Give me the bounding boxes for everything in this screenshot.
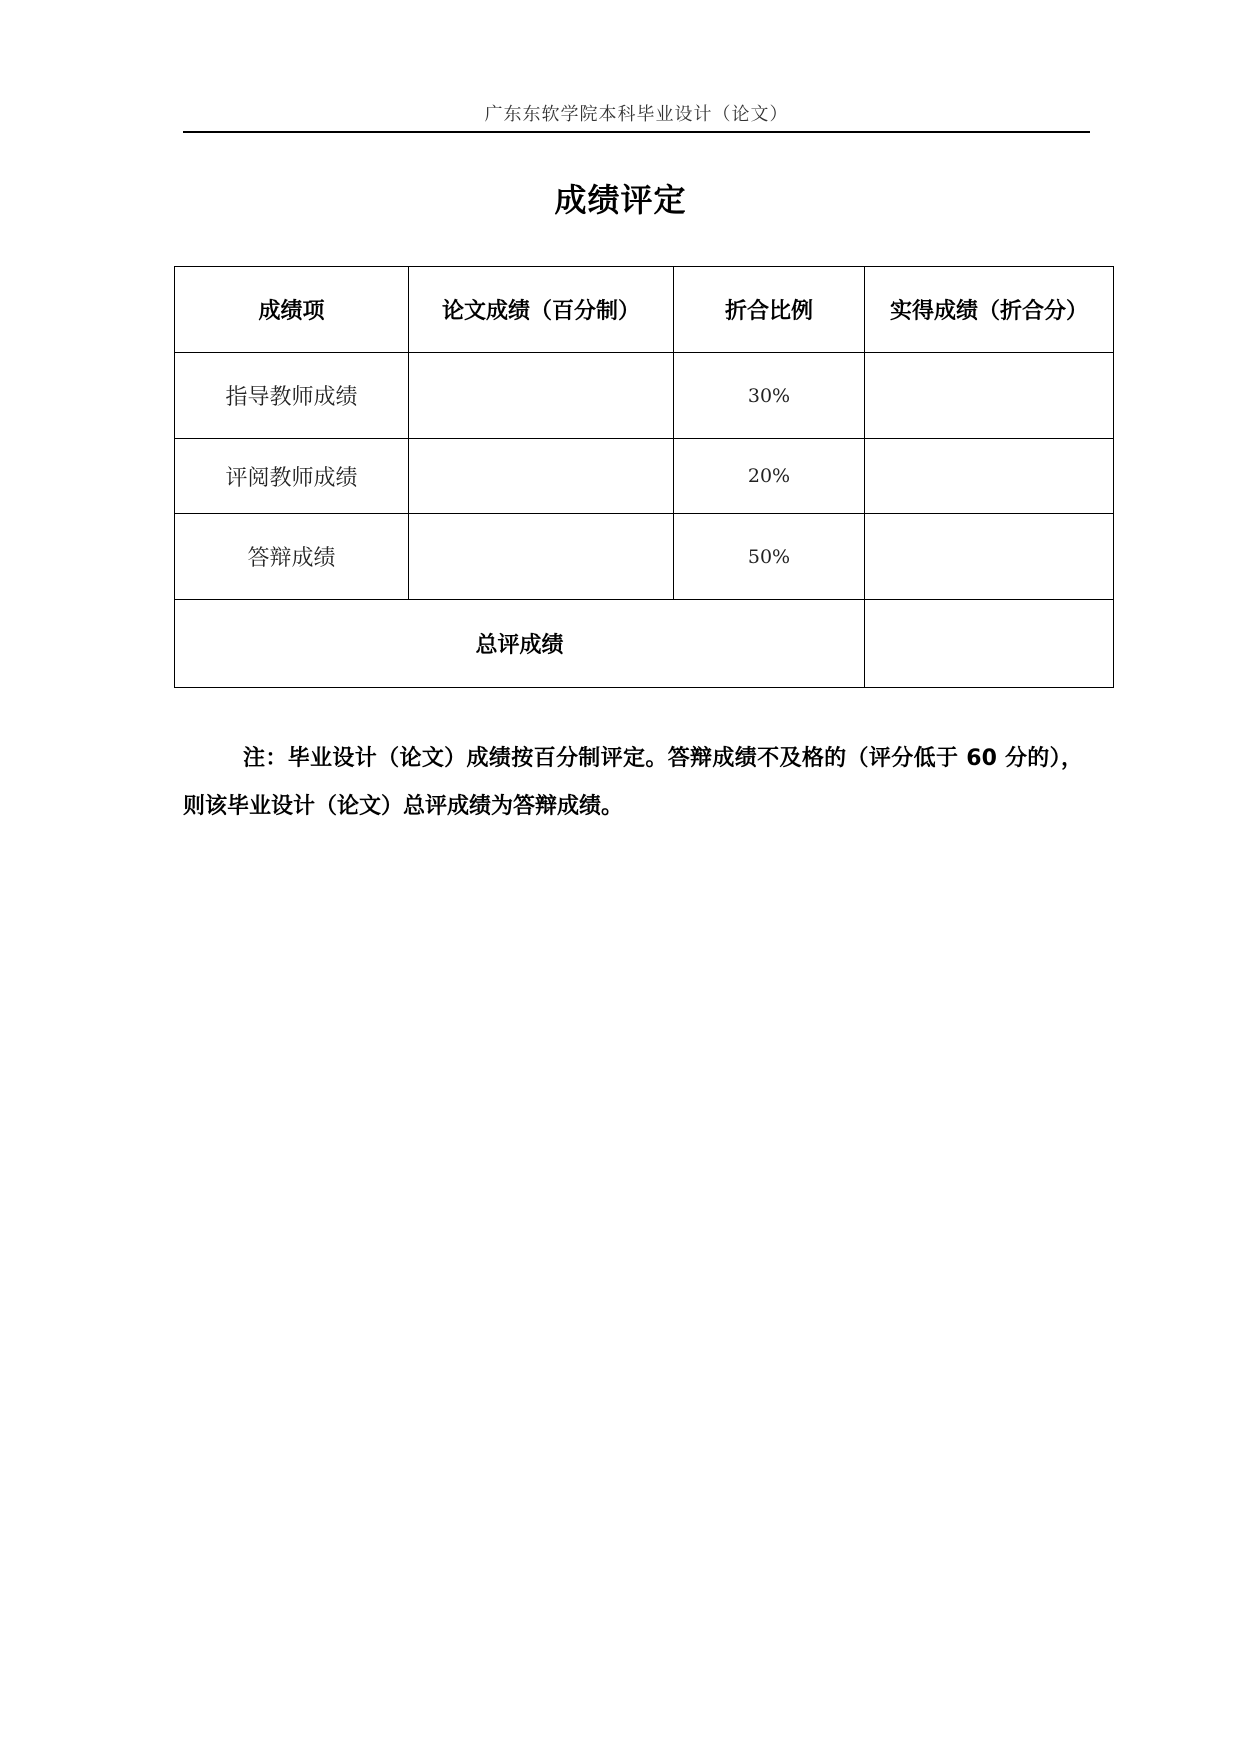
grading-note: 注：毕业设计（论文）成绩按百分制评定。答辩成绩不及格的（评分低于 60 分的），则该毕业设计（论文）总评成绩为答辩成绩。 [183, 746, 1083, 819]
table-row [175, 353, 1114, 439]
total-row [175, 600, 1114, 688]
weighted-score-cell[interactable] [865, 439, 1114, 514]
column-header-item: 成绩项 [175, 267, 409, 353]
running-header: 广东东软学院本科毕业设计（论文） [484, 104, 789, 125]
table-header-row [175, 267, 1114, 353]
table-row [175, 439, 1114, 514]
row-item-label: 评阅教师成绩 [175, 439, 409, 514]
column-header-ratio: 折合比例 [674, 267, 865, 353]
ratio-cell: 20% [674, 439, 865, 514]
row-item-label: 答辩成绩 [175, 514, 409, 600]
page-title: 成绩评定 [554, 181, 687, 219]
score-cell[interactable] [409, 514, 674, 600]
row-item-label: 指导教师成绩 [175, 353, 409, 439]
weighted-score-cell[interactable] [865, 514, 1114, 600]
ratio-cell: 30% [674, 353, 865, 439]
ratio-cell: 50% [674, 514, 865, 600]
table-row [175, 514, 1114, 600]
score-cell[interactable] [409, 439, 674, 514]
column-header-score: 论文成绩（百分制） [409, 267, 674, 353]
grade-table [174, 266, 1114, 688]
score-cell[interactable] [409, 353, 674, 439]
column-header-weighted: 实得成绩（折合分） [865, 267, 1114, 353]
header-rule [183, 131, 1090, 133]
total-label: 总评成绩 [175, 600, 865, 688]
total-score-cell[interactable] [865, 600, 1114, 688]
weighted-score-cell[interactable] [865, 353, 1114, 439]
